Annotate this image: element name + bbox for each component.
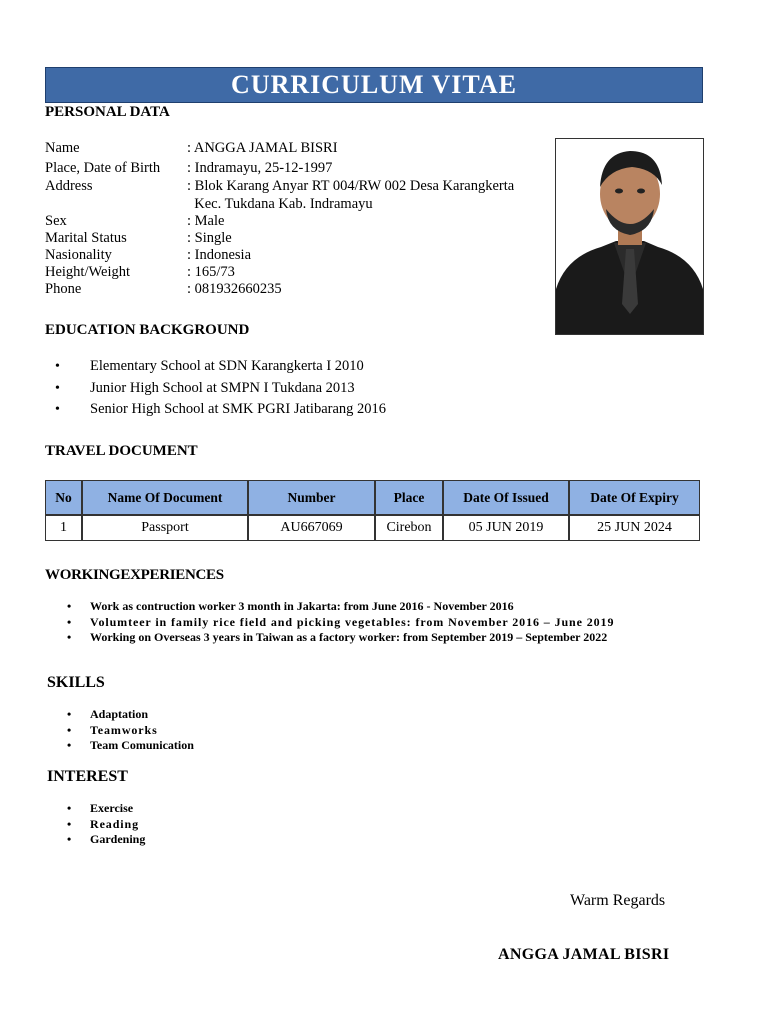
list-item: • Volumteer in family rice field and picking vegetables: from November 2016 – June 2019 xyxy=(45,615,705,631)
column-header: Name Of Document xyxy=(82,480,248,515)
personal-value: : Male xyxy=(187,213,225,229)
portrait-illustration xyxy=(556,139,703,334)
work-heading: WORKINGEXPERIENCES xyxy=(45,567,224,583)
list-item: • Elementary School at SDN Karangkerta I 2010 xyxy=(45,356,525,378)
personal-value: : Indramayu, 25-12-1997 xyxy=(187,160,333,176)
personal-label: Marital Status xyxy=(45,230,127,246)
personal-value: Kec. Tukdana Kab. Indramayu xyxy=(187,196,373,212)
list-item: • Work as contruction worker 3 month in Jakarta: from June 2016 - November 2016 xyxy=(45,599,705,615)
table-header-row xyxy=(45,480,700,515)
personal-label: Address xyxy=(45,178,93,194)
page-title: CURRICULUM VITAE xyxy=(231,70,517,99)
list-item: • Exercise xyxy=(45,801,345,817)
column-header: Place xyxy=(375,480,443,515)
column-header: Number xyxy=(248,480,375,515)
education-list xyxy=(45,356,525,421)
personal-value: : 081932660235 xyxy=(187,281,282,297)
personal-label: Height/Weight xyxy=(45,264,131,280)
list-item: • Adaptation xyxy=(45,707,345,723)
table-cell: AU667069 xyxy=(248,515,375,541)
list-item: • Gardening xyxy=(45,832,345,848)
column-header: No xyxy=(45,480,82,515)
travel-document-table xyxy=(45,480,700,541)
personal-label: Place, Date of Birth xyxy=(45,160,161,176)
list-item: • Junior High School at SMPN I Tukdana 2013 xyxy=(45,378,525,400)
personal-value: : 165/73 xyxy=(187,264,235,280)
personal-data-heading: PERSONAL DATA xyxy=(45,104,170,120)
personal-value: : Indonesia xyxy=(187,247,252,263)
interest-list xyxy=(45,801,345,848)
table-cell: 1 xyxy=(45,515,82,541)
personal-value: : ANGGA JAMAL BISRI xyxy=(187,140,338,156)
personal-label: Phone xyxy=(45,281,82,297)
title-bar xyxy=(45,67,703,103)
column-header: Date Of Issued xyxy=(443,480,569,515)
list-item: • Senior High School at SMK PGRI Jatibarang 2016 xyxy=(45,399,525,421)
closing-regards: Warm Regards xyxy=(570,892,666,909)
profile-photo xyxy=(555,138,704,335)
work-list xyxy=(45,599,705,646)
table-cell: Passport xyxy=(82,515,248,541)
personal-value: : Blok Karang Anyar RT 004/RW 002 Desa Karangkerta xyxy=(187,178,515,194)
table-cell: Cirebon xyxy=(375,515,443,541)
table-cell: 05 JUN 2019 xyxy=(443,515,569,541)
table-row xyxy=(45,515,700,541)
personal-label: Nasionality xyxy=(45,247,112,263)
travel-heading: TRAVEL DOCUMENT xyxy=(45,443,198,459)
education-heading: EDUCATION BACKGROUND xyxy=(45,322,250,338)
list-item: • Teamworks xyxy=(45,723,345,739)
interest-heading: INTEREST xyxy=(47,768,128,785)
list-item: • Team Comunication xyxy=(45,738,345,754)
skills-heading: SKILLS xyxy=(47,674,105,691)
personal-value: : Single xyxy=(187,230,232,246)
personal-label: Sex xyxy=(45,213,67,229)
personal-label: Name xyxy=(45,140,80,156)
skills-list xyxy=(45,707,345,754)
list-item: • Working on Overseas 3 years in Taiwan as a factory worker: from September 2019 – September 2022 xyxy=(45,630,705,646)
list-item: • Reading xyxy=(45,817,345,833)
table-cell: 25 JUN 2024 xyxy=(569,515,700,541)
column-header: Date Of Expiry xyxy=(569,480,700,515)
signature-name: ANGGA JAMAL BISRI xyxy=(498,946,670,963)
